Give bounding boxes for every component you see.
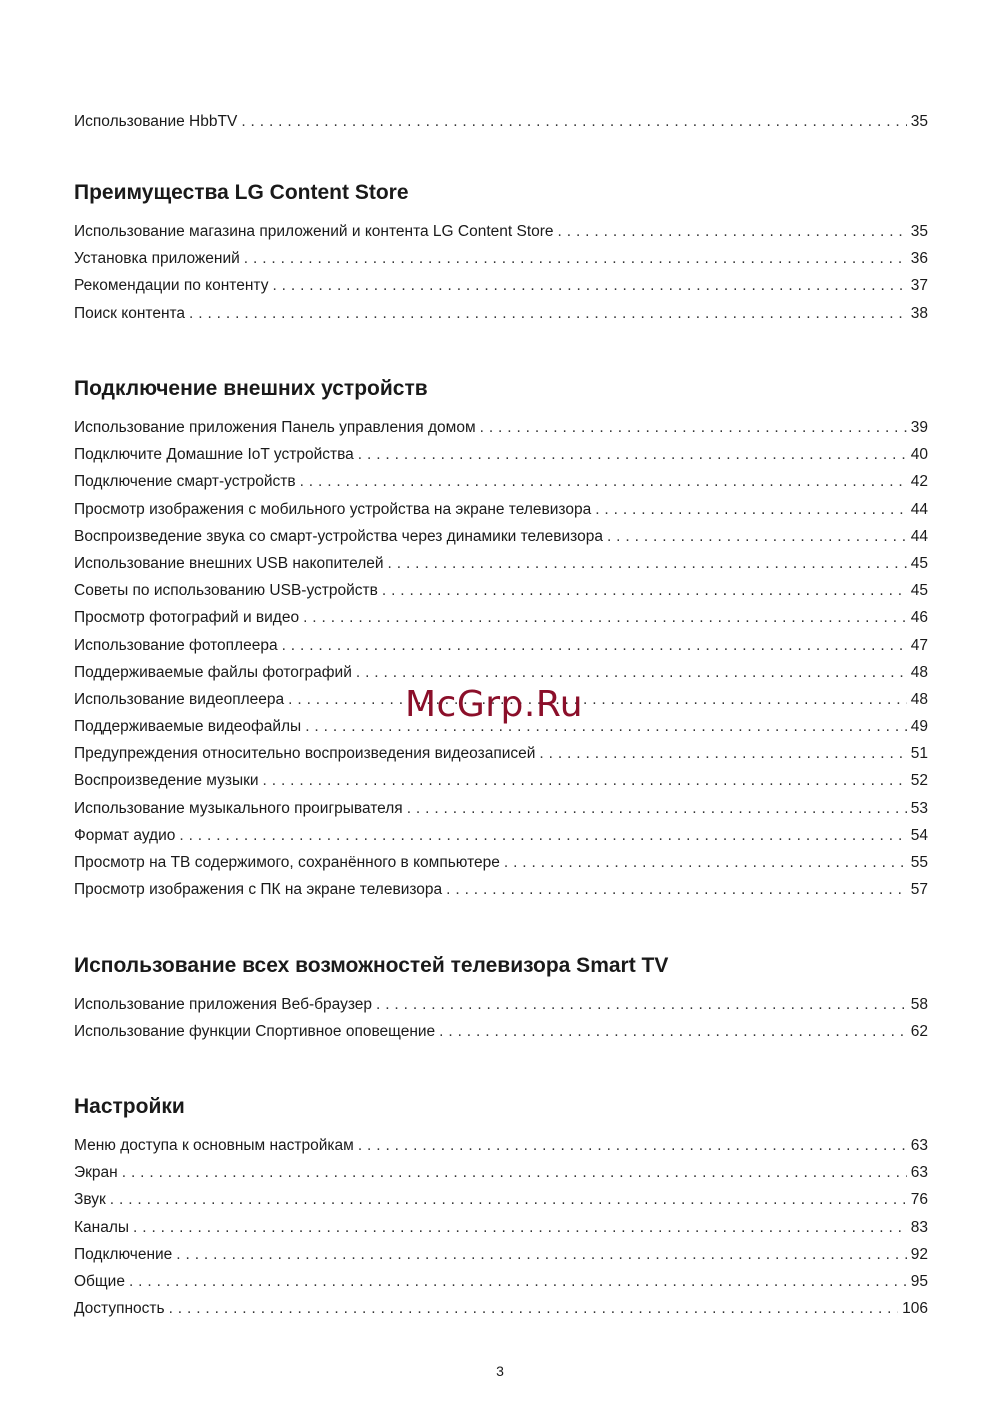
dot-leader xyxy=(300,468,907,495)
toc-entry[interactable] xyxy=(74,659,928,686)
toc-entry-page: 45 xyxy=(910,554,928,572)
toc-entry[interactable] xyxy=(74,1295,928,1322)
toc-entry-page: 44 xyxy=(910,527,928,545)
dot-leader xyxy=(122,1159,907,1186)
toc-entry[interactable] xyxy=(74,767,928,794)
dot-leader xyxy=(595,496,907,523)
toc-entry-page: 42 xyxy=(910,473,928,491)
toc-entry-title: Звук xyxy=(74,1191,106,1209)
toc-entry-title: Поиск контента xyxy=(74,304,186,322)
dot-leader xyxy=(439,1018,907,1045)
page-number: 3 xyxy=(496,1363,504,1379)
toc-section-settings xyxy=(74,1092,928,1322)
toc-entry-page: 57 xyxy=(910,881,928,899)
toc-entry[interactable] xyxy=(74,795,928,822)
toc-entry[interactable] xyxy=(74,632,928,659)
toc-entry-title: Установка приложений xyxy=(74,250,240,268)
toc-entry[interactable] xyxy=(74,550,928,577)
dot-leader xyxy=(382,577,907,604)
toc-section-hbbtv xyxy=(74,108,928,135)
toc-section-external-devices xyxy=(74,374,928,903)
toc-entry[interactable] xyxy=(74,822,928,849)
toc-entry-page: 48 xyxy=(910,663,928,681)
toc-entry[interactable] xyxy=(74,1241,928,1268)
toc-entry[interactable] xyxy=(74,414,928,441)
toc-entry[interactable] xyxy=(74,1268,928,1295)
toc-entry-title: Просмотр изображения с ПК на экране телевизора xyxy=(74,881,443,899)
toc-entry[interactable] xyxy=(74,468,928,495)
dot-leader xyxy=(189,300,907,327)
toc-entry-title: Подключите Домашние IoT устройства xyxy=(74,446,354,464)
toc-entry-page: 44 xyxy=(910,500,928,518)
toc-entry-title: Формат аудио xyxy=(74,826,176,844)
dot-leader xyxy=(558,218,907,245)
toc-entry-title: Подключение xyxy=(74,1245,173,1263)
toc-entry-page: 83 xyxy=(910,1218,928,1236)
toc-entry-page: 53 xyxy=(910,799,928,817)
toc-entry-title: Использование видеоплеера xyxy=(74,690,285,708)
dot-leader xyxy=(358,1132,907,1159)
toc-entry[interactable] xyxy=(74,218,928,245)
toc-entry[interactable] xyxy=(74,441,928,468)
dot-leader xyxy=(356,659,907,686)
toc-entry-page: 95 xyxy=(910,1272,928,1290)
toc-entry[interactable] xyxy=(74,604,928,631)
toc-entry-title: Воспроизведение звука со смарт-устройства через динамики телевизора xyxy=(74,527,603,545)
dot-leader xyxy=(176,1241,906,1268)
toc-entry-title: Общие xyxy=(74,1272,125,1290)
toc-section-content-store xyxy=(74,178,928,327)
toc-entry-title: Использование магазина приложений и контента LG Content Store xyxy=(74,223,554,240)
dot-leader xyxy=(504,849,907,876)
toc-entry[interactable] xyxy=(74,876,928,903)
toc-entry-page: 36 xyxy=(910,250,928,268)
section-heading: Подключение внешних устройств xyxy=(74,377,428,400)
dot-leader xyxy=(133,1214,907,1241)
toc-entry-page: 48 xyxy=(910,690,928,708)
toc-entry-title: Использование приложения Панель управления домом xyxy=(74,419,476,436)
toc-entry-title: Воспроизведение музыки xyxy=(74,772,259,790)
dot-leader xyxy=(388,550,907,577)
toc-entry[interactable] xyxy=(74,245,928,272)
toc-entry-title: Просмотр на ТВ содержимого, сохранённого в компьютере xyxy=(74,854,500,871)
dot-leader xyxy=(446,876,907,903)
toc-entry[interactable] xyxy=(74,496,928,523)
toc-entry-page: 49 xyxy=(910,718,928,736)
toc-entry-title: Рекомендации по контенту xyxy=(74,277,269,295)
dot-leader xyxy=(241,108,906,135)
section-heading: Настройки xyxy=(74,1095,185,1118)
dot-leader xyxy=(305,713,907,740)
dot-leader xyxy=(539,740,906,767)
toc-entry-title: Просмотр изображения с мобильного устройства на экране телевизора xyxy=(74,500,592,518)
section-heading: Использование всех возможностей телевизора Smart TV xyxy=(74,954,669,977)
toc-entry-title: Использование приложения Веб-браузер xyxy=(74,996,372,1013)
toc-entry-page: 55 xyxy=(910,854,928,871)
toc-entry[interactable] xyxy=(74,1132,928,1159)
dot-leader xyxy=(376,991,907,1018)
toc-entry[interactable] xyxy=(74,849,928,876)
toc-entry-title: Предупреждения относительно воспроизведения видеозаписей xyxy=(74,745,536,763)
toc-entry-page: 92 xyxy=(910,1245,928,1263)
toc-entry-title: Подключение смарт-устройств xyxy=(74,473,296,491)
toc-entry-page: 76 xyxy=(910,1191,928,1209)
toc-entry-page: 63 xyxy=(910,1164,928,1182)
toc-entry-page: 37 xyxy=(910,277,928,295)
toc-entry[interactable] xyxy=(74,523,928,550)
toc-entry-title: Доступность xyxy=(74,1300,165,1318)
toc-entry-title: Поддерживаемые файлы фотографий xyxy=(74,663,352,681)
dot-leader xyxy=(358,441,907,468)
toc-entry[interactable] xyxy=(74,577,928,604)
toc-entry-title: Использование внешних USB накопителей xyxy=(74,554,384,572)
toc-entry[interactable] xyxy=(74,1159,928,1186)
toc-entry[interactable] xyxy=(74,740,928,767)
dot-leader xyxy=(288,686,907,713)
toc-entry-page: 62 xyxy=(910,1023,928,1041)
dot-leader xyxy=(263,767,907,794)
toc-entry-page: 46 xyxy=(910,609,928,627)
toc-entry[interactable] xyxy=(74,300,928,327)
toc-entry-page: 58 xyxy=(910,996,928,1013)
toc-entry-page: 39 xyxy=(910,419,928,436)
dot-leader xyxy=(607,523,907,550)
toc-entry[interactable] xyxy=(74,1186,928,1213)
dot-leader xyxy=(407,795,907,822)
toc-entry-page: 51 xyxy=(910,745,928,763)
toc-entry-page: 38 xyxy=(910,304,928,322)
toc-entry[interactable] xyxy=(74,272,928,299)
section-heading: Преимущества LG Content Store xyxy=(74,181,409,204)
dot-leader xyxy=(110,1186,907,1213)
toc-entry[interactable] xyxy=(74,991,928,1018)
toc-entry-title: Экран xyxy=(74,1164,118,1182)
dot-leader xyxy=(272,272,906,299)
dot-leader xyxy=(282,632,907,659)
toc-section-smart-tv xyxy=(74,951,928,1045)
toc-entry-page: 54 xyxy=(910,826,928,844)
watermark: McGrp.Ru xyxy=(405,684,584,725)
toc-entry-title: Использование функции Спортивное оповещение xyxy=(74,1023,436,1041)
toc-entry-page: 35 xyxy=(910,223,928,240)
toc-entry[interactable] xyxy=(74,1018,928,1045)
dot-leader xyxy=(129,1268,907,1295)
dot-leader xyxy=(244,245,907,272)
toc-entry-page: 52 xyxy=(910,772,928,790)
dot-leader xyxy=(480,414,907,441)
toc-entry-page: 63 xyxy=(910,1137,928,1154)
toc-entry-title: Меню доступа к основным настройкам xyxy=(74,1137,354,1154)
dot-leader xyxy=(303,604,907,631)
toc-entry[interactable] xyxy=(74,108,928,135)
toc-entry-page: 106 xyxy=(902,1300,928,1318)
toc-entry-title: Использование фотоплеера xyxy=(74,636,278,654)
toc-entry-page: 47 xyxy=(910,636,928,654)
toc-entry-title: Поддерживаемые видеофайлы xyxy=(74,718,302,736)
toc-entry-title: Каналы xyxy=(74,1218,130,1236)
toc-entry-page: 35 xyxy=(910,113,928,130)
dot-leader xyxy=(169,1295,899,1322)
toc-entry-title: Советы по использованию USB-устройств xyxy=(74,582,378,600)
toc-entry[interactable] xyxy=(74,1214,928,1241)
toc-entry-page: 45 xyxy=(910,582,928,600)
toc-entry-title: Просмотр фотографий и видео xyxy=(74,609,300,627)
dot-leader xyxy=(179,822,906,849)
toc-entry-page: 40 xyxy=(910,446,928,464)
toc-entry-title: Использование музыкального проигрывателя xyxy=(74,799,403,817)
toc-entry-title: Использование HbbTV xyxy=(74,113,238,130)
